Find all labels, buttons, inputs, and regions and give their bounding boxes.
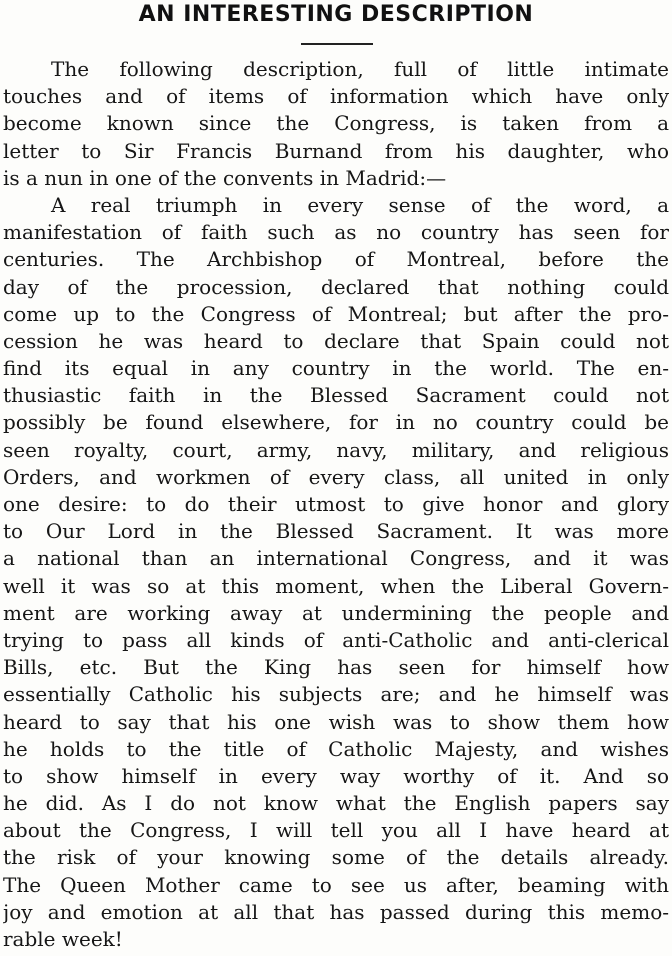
text-line: Orders, and workmen of every class, all united in only xyxy=(3,464,669,489)
text-line: The following description, full of little intimate xyxy=(51,57,669,81)
text-line: one desire: to do their utmost to give honor and glory xyxy=(3,492,669,516)
headline-divider-rule xyxy=(301,43,373,45)
text-line: he did. As I do not know what the English papers say xyxy=(3,791,669,816)
text-line: he holds to the title of Catholic Majesty, and wishes xyxy=(3,736,669,761)
text-line: heard to say that his one wish was to show them how xyxy=(3,709,669,734)
text-line: a national than an international Congress, and it was xyxy=(3,546,669,571)
headline: AN INTERESTING DESCRIPTION xyxy=(138,2,534,27)
text-line: the risk of your knowing some of the details already. xyxy=(3,845,669,870)
text-line: possibly be found elsewhere, for in no country could be xyxy=(3,410,669,435)
text-line: become known since the Congress, is taken from a xyxy=(3,111,669,136)
text-line: to Our Lord in the Blessed Sacrament. It was more xyxy=(3,519,669,544)
article-body xyxy=(3,56,669,953)
text-line: seen royalty, court, army, navy, military, and religious xyxy=(3,437,669,462)
text-line: thusiastic faith in the Blessed Sacrament could not xyxy=(3,383,669,408)
text-line: day of the procession, declared that nothing could xyxy=(3,274,669,299)
text-line: come up to the Congress of Montreal; but after the pro- xyxy=(3,301,669,326)
text-line: is a nun in one of the convents in Madrid:— xyxy=(3,165,447,190)
text-line: A real triumph in every sense of the word, a xyxy=(51,192,669,217)
text-line: well it was so at this moment, when the Liberal Govern- xyxy=(3,573,669,598)
text-line: trying to pass all kinds of anti-Catholic and anti-clerical xyxy=(3,627,669,652)
text-line: essentially Catholic his subjects are; and he himself was xyxy=(3,682,669,707)
text-line: manifestation of faith such as no country has seen for xyxy=(3,220,669,245)
text-line: letter to Sir Francis Burnand from his daughter, who xyxy=(3,138,669,163)
text-line: touches and of items of information which have only xyxy=(3,84,669,109)
text-line: ment are working away at undermining the people and xyxy=(3,600,669,625)
text-line: centuries. The Archbishop of Montreal, before the xyxy=(3,247,669,272)
text-line: Bills, etc. But the King has seen for himself how xyxy=(3,655,669,680)
text-line: about the Congress, I will tell you all I have heard at xyxy=(3,818,669,843)
text-line: cession he was heard to declare that Spain could not xyxy=(3,328,669,353)
text-line: to show himself in every way worthy of it. And so xyxy=(3,763,669,788)
text-line: The Queen Mother came to see us after, beaming with xyxy=(3,872,669,897)
text-line: rable week! xyxy=(3,927,123,951)
text-line: joy and emotion at all that has passed during this memo- xyxy=(3,899,669,924)
text-line: find its equal in any country in the world. The en- xyxy=(3,356,669,381)
